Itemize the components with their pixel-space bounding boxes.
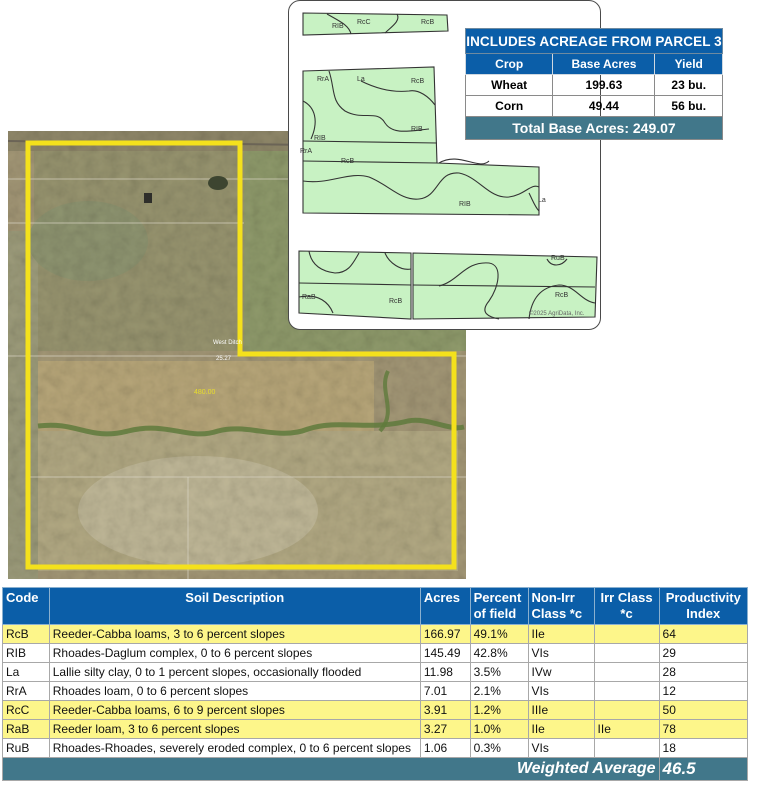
- col-soil-description: Soil Description: [49, 588, 420, 625]
- soil-row: RIB Rhoades-Daglum complex, 0 to 6 percent slopes 145.49 42.8% VIs 29: [3, 644, 748, 663]
- soil-label: RIB: [332, 23, 344, 30]
- col-acres: Acres: [420, 588, 470, 625]
- col-crop: Crop: [466, 54, 553, 75]
- acreage-row: [466, 96, 723, 117]
- soil-row: RcB Reeder-Cabba loams, 3 to 6 percent slopes 166.97 49.1% IIe 64: [3, 625, 748, 644]
- soil-label: RcB: [421, 19, 435, 26]
- acres-label: 480.00: [194, 389, 216, 396]
- soil-table: [2, 587, 748, 781]
- base-acres-cell: 199.63: [553, 75, 655, 96]
- soil-label: La: [538, 197, 546, 204]
- soil-row: RcC Reeder-Cabba loams, 6 to 9 percent slopes 3.91 1.2% IIIe 50: [3, 701, 748, 720]
- col-irr-class: Irr Class *c: [594, 588, 659, 625]
- yield-cell: 56 bu.: [655, 96, 723, 117]
- total-label: Total Base Acres:: [512, 120, 629, 136]
- soil-label: La: [357, 76, 365, 83]
- pond: [208, 176, 228, 190]
- soil-row: RrA Rhoades loam, 0 to 6 percent slopes 7.01 2.1% VIs 12: [3, 682, 748, 701]
- weighted-average-row: [3, 758, 748, 781]
- total-base-acres: [466, 117, 723, 140]
- crop-cell: Corn: [466, 96, 553, 117]
- soil-label: RrA: [300, 148, 313, 155]
- road-number: 25.27: [216, 356, 232, 362]
- soil-label: RIB: [314, 135, 326, 142]
- soil-label: RcB: [555, 292, 569, 299]
- soil-label: RIB: [411, 126, 423, 133]
- acreage-row: [466, 75, 723, 96]
- soil-label: RcB: [389, 298, 403, 305]
- col-code: Code: [3, 588, 50, 625]
- weighted-average-value: 46.5: [659, 758, 747, 781]
- base-acres-cell: 49.44: [553, 96, 655, 117]
- soil-row: La Lallie silty clay, 0 to 1 percent slopes, occasionally flooded 11.98 3.5% IVw 28: [3, 663, 748, 682]
- acreage-table: [465, 28, 723, 140]
- col-percent: Percent of field: [470, 588, 528, 625]
- total-value: 249.07: [632, 120, 676, 136]
- soil-row: RuB Rhoades-Rhoades, severely eroded complex, 0 to 6 percent slopes 1.06 0.3% VIs 18: [3, 739, 748, 758]
- road-label: West Ditch: [213, 340, 242, 346]
- soil-label: RuB: [551, 255, 565, 262]
- col-base-acres: Base Acres: [553, 54, 655, 75]
- weighted-average-label: Weighted Average: [3, 758, 660, 781]
- col-nonirr-class: Non-Irr Class *c: [528, 588, 594, 625]
- col-productivity-index: Productivity Index: [659, 588, 747, 625]
- col-yield: Yield: [655, 54, 723, 75]
- map-copyright: ©2025 AgriData, Inc.: [529, 311, 585, 317]
- yield-cell: 23 bu.: [655, 75, 723, 96]
- soil-label: RcC: [357, 19, 371, 26]
- soil-label: RIB: [459, 201, 471, 208]
- soil-label: RaB: [302, 294, 316, 301]
- acreage-title: INCLUDES ACREAGE FROM PARCEL 3: [466, 29, 723, 54]
- crop-cell: Wheat: [466, 75, 553, 96]
- soil-row: RaB Reeder loam, 3 to 6 percent slopes 3.27 1.0% IIe IIe 78: [3, 720, 748, 739]
- soil-label: RrA: [317, 76, 330, 83]
- soil-label: RcB: [411, 78, 425, 85]
- soil-label: RcB: [341, 158, 355, 165]
